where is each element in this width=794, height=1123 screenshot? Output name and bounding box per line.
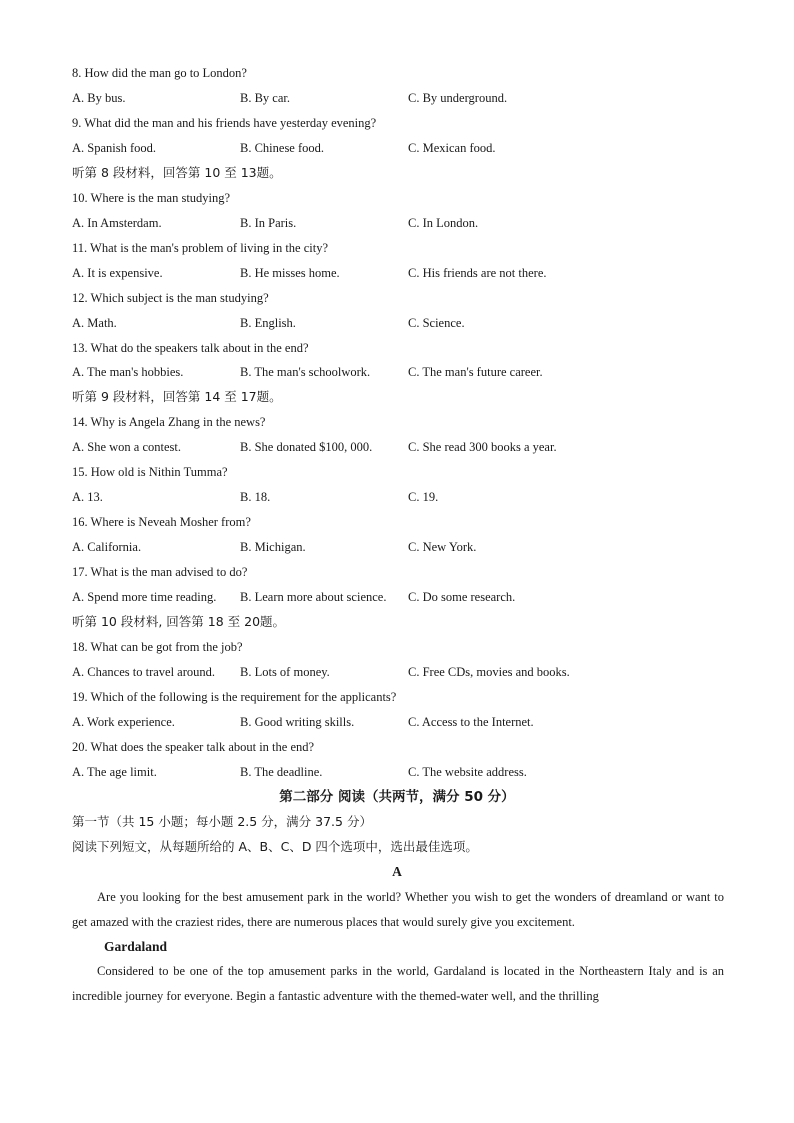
question-14-options <box>72 439 672 455</box>
question-20-options <box>72 764 672 780</box>
question-12-stem: 12. Which subject is the man studying? <box>72 291 269 305</box>
question-16-options <box>72 539 672 555</box>
option-b: B. She donated $100, 000. <box>240 440 373 454</box>
question-9-stem: 9. What did the man and his friends have yesterday evening? <box>72 116 377 130</box>
option-a: A. Spanish food. <box>72 141 157 155</box>
option-b: B. The man's schoolwork. <box>240 365 371 379</box>
question-17-options <box>72 589 672 605</box>
option-a: A. In Amsterdam. <box>72 216 162 230</box>
option-c: C. She read 300 books a year. <box>408 440 557 454</box>
question-14-stem: 14. Why is Angela Zhang in the news? <box>72 415 266 429</box>
passage-paragraph-1: Are you looking for the best amusement park in the world? Whether you wish to get the wonders of dreamland or want to get amazed with the craziest rides, there are numerous places that would surely give you excitement. <box>72 890 724 929</box>
passage-letter: A <box>392 864 402 879</box>
option-b: B. By car. <box>240 91 290 105</box>
option-b: B. Chinese food. <box>240 141 325 155</box>
option-c: C. The website address. <box>408 765 527 779</box>
question-15-stem: 15. How old is Nithin Tumma? <box>72 465 228 479</box>
option-a: A. 13. <box>72 490 103 504</box>
question-16-stem: 16. Where is Neveah Mosher from? <box>72 515 251 529</box>
option-b: B. In Paris. <box>240 216 297 230</box>
question-9-options <box>72 140 672 156</box>
option-a: A. The man's hobbies. <box>72 365 184 379</box>
passage-paragraph-2: Considered to be one of the top amusement parks in the world, Gardaland is located in the Northeastern Italy and is an incredible journey for everyone. Begin a fantastic adventure with the themed-water well, and the thrilling <box>72 964 724 1003</box>
option-b: B. The deadline. <box>240 765 323 779</box>
option-a: A. She won a contest. <box>72 440 182 454</box>
option-c: C. Free CDs, movies and books. <box>408 665 570 679</box>
passage-heading-gardaland: Gardaland <box>104 939 168 954</box>
option-c: C. New York. <box>408 540 477 554</box>
option-a: A. Chances to travel around. <box>72 665 216 679</box>
part-two-title: 第二部分 阅读（共两节，满分 50 分） <box>279 789 515 805</box>
option-c: C. Science. <box>408 316 465 330</box>
section-one-title: 第一节（共 15 小题；每小题 2.5 分，满分 37.5 分） <box>72 814 372 829</box>
question-11-options <box>72 265 672 281</box>
question-19-options <box>72 714 672 730</box>
listening-instruction-10: 听第 10 段材料, 回答第 18 至 20题。 <box>72 614 286 629</box>
listening-instruction-8: 听第 8 段材料，回答第 10 至 13题。 <box>72 165 282 180</box>
option-a: A. Work experience. <box>72 715 175 729</box>
question-18-stem: 18. What can be got from the job? <box>72 640 243 654</box>
option-a: A. Math. <box>72 316 117 330</box>
question-10-options <box>72 215 672 231</box>
option-b: B. Good writing skills. <box>240 715 355 729</box>
question-17-stem: 17. What is the man advised to do? <box>72 565 248 579</box>
option-b: B. Michigan. <box>240 540 306 554</box>
option-c: C. His friends are not there. <box>408 266 547 280</box>
question-12-options <box>72 315 672 331</box>
question-15-options <box>72 489 672 505</box>
question-8-stem: 8. How did the man go to London? <box>72 66 247 80</box>
option-c: C. In London. <box>408 216 479 230</box>
option-a: A. It is expensive. <box>72 266 163 280</box>
option-c: C. Access to the Internet. <box>408 715 534 729</box>
question-18-options <box>72 664 672 680</box>
question-13-stem: 13. What do the speakers talk about in the end? <box>72 341 309 355</box>
option-a: A. Spend more time reading. <box>72 590 217 604</box>
option-b: B. He misses home. <box>240 266 340 280</box>
question-19-stem: 19. Which of the following is the requirement for the applicants? <box>72 690 397 704</box>
listening-instruction-9: 听第 9 段材料，回答第 14 至 17题。 <box>72 389 282 404</box>
option-a: A. California. <box>72 540 142 554</box>
question-10-stem: 10. Where is the man studying? <box>72 191 231 205</box>
option-c: C. 19. <box>408 490 439 504</box>
option-b: B. English. <box>240 316 296 330</box>
section-one-instruction: 阅读下列短文，从每题所给的 A、B、C、D 四个选项中，选出最佳选项。 <box>72 839 478 854</box>
option-c: C. Mexican food. <box>408 141 496 155</box>
option-c: C. By underground. <box>408 91 508 105</box>
question-20-stem: 20. What does the speaker talk about in the end? <box>72 740 315 754</box>
option-c: C. The man's future career. <box>408 365 543 379</box>
option-c: C. Do some research. <box>408 590 516 604</box>
option-b: B. 18. <box>240 490 271 504</box>
question-13-options <box>72 364 672 380</box>
question-11-stem: 11. What is the man's problem of living in the city? <box>72 241 329 255</box>
option-b: B. Lots of money. <box>240 665 330 679</box>
option-b: B. Learn more about science. <box>240 590 387 604</box>
option-a: A. The age limit. <box>72 765 157 779</box>
question-8-options <box>72 90 672 106</box>
option-a: A. By bus. <box>72 91 126 105</box>
